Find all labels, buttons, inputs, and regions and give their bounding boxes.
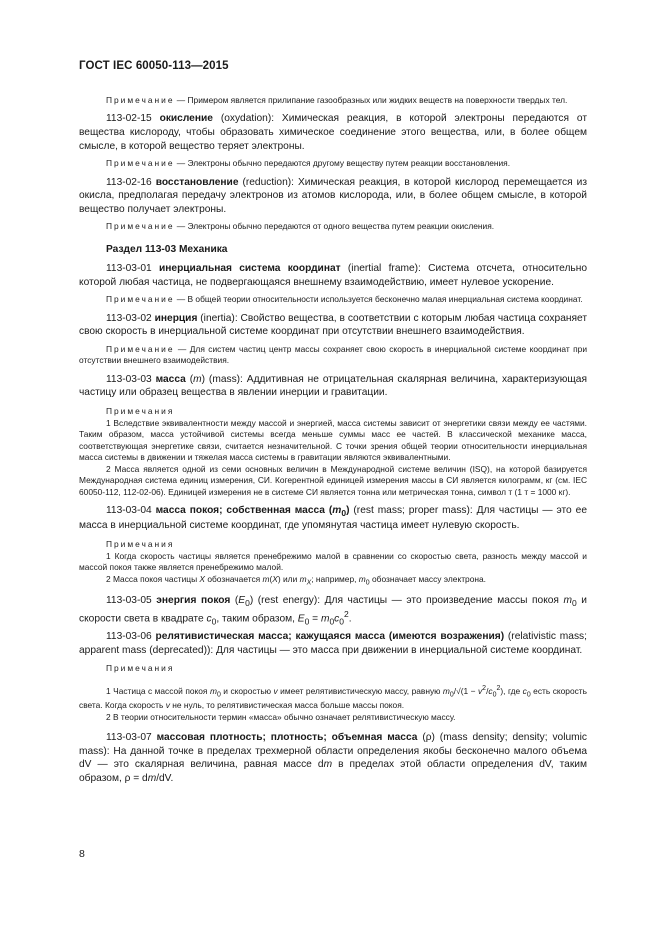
term-number: 113-03-03: [106, 373, 152, 385]
note-label: Примечание: [106, 343, 175, 354]
note-text: — Для систем частиц центр массы сохраняет свою скорость в инерциальной системе координат при отсутствии внешнего взаимодействия.: [79, 343, 587, 366]
term-name: восстановление: [155, 176, 239, 188]
term-name: массовая плотность; плотность; объемная масса: [156, 732, 418, 744]
note-item: 1 Вследствие эквивалентности между массой и энергией, масса системы зависит от энергетики связи между ее частями. Таким образом, масса устойчивой системы всегда меньше суммы масс ее частей. В классической механике масса, соответствующая энергетике связи, считается незначительной. С точки зрения общей теории относительности инерциальная масса системы в движении и тяжелая масса системы в гравитации являются эквивалентными.: [79, 418, 587, 463]
term-number: 113-03-07: [106, 732, 152, 744]
note-label: Примечание: [106, 158, 175, 169]
note: [79, 294, 587, 305]
term-definition: (inertial frame): Система отсчета, относительно которой любая частица, не подвергающаяся внешнему взаимодействию, имеет нулевое ускорение.: [79, 263, 587, 288]
term-definition: (oxydation): Химическая реакция, в которой электроны передаются от вещества кислороду, чтобы образовать химическое соединение этого вещества, или, в более общем смысле, в которой вещество теряет электроны.: [79, 113, 587, 152]
term-name: окисление: [159, 113, 213, 125]
term-entry: 113-03-07 массовая плотность; плотность; объемная масса (ρ) (mass density; density; volumic mass): На данной точке в пределах трехмерной области определения якобы бесконечно малого объема dV — это скалярная величина, равная массе dm в пределах этой области определения dV, таким образом, ρ = dm/dV.: [79, 732, 587, 784]
term-name: масса покоя; собственная масса $(m_0)$: [155, 504, 350, 518]
term-number: 113-02-15: [106, 113, 152, 125]
note-text: — Примером является прилипание газообразных или жидких веществ на поверхности твердых тел.: [174, 95, 568, 105]
term-definition: (relativistic mass; apparent mass (deprecated)): Для частицы — это масса при движении в инерциальной системе координат.: [79, 631, 587, 656]
term-entry: [79, 630, 587, 657]
section-title: Раздел 113-03 Механика: [106, 243, 228, 255]
note-text: — В общей теории относительности используется бесконечно малая инерциальная система координат.: [174, 294, 583, 305]
note-label: Примечание: [106, 95, 175, 105]
term-number: 113-03-06: [106, 631, 152, 643]
note-text: — Электроны обычно передаются от одного вещества путем реакции окисления.: [174, 221, 495, 232]
note-text: — Электроны обычно передаются другому веществу путем реакции восстановления.: [174, 158, 511, 169]
note: [79, 95, 587, 106]
notes-heading: Примечания: [106, 538, 175, 549]
term-definition: (rest mass; proper mass): Для частицы — это ее масса в инерциальной системе координат, где упомянутая частица имеет нулевую скорость.: [79, 504, 587, 532]
note-item: 1 Когда скорость частицы является пренебрежимо малой в сравнении со скоростью света, разность между массой и массой покоя также является пренебрежимо малой.: [79, 551, 587, 573]
term-name: масса: [155, 373, 186, 385]
notes-heading: Примечания: [106, 405, 175, 416]
note-item: 2 Масса покоя частицы X обозначается m(X) или $m_X$; например, $m_0$ обозначает массу электрона.: [106, 573, 486, 587]
term-entry: 113-03-03 масса (m) (mass): Аддитивная не отрицательная скалярная величина, характеризующая частицу или образец вещества в явлении инерции и гравитации.: [79, 373, 587, 399]
term-entry: [79, 312, 587, 339]
notes-heading: Примечания: [106, 663, 175, 674]
term-number: 113-03-05: [106, 595, 152, 607]
page-content: [79, 90, 587, 785]
note-item: 2 В теории относительности термин «масса» обычно означает релятивистическую массу.: [106, 711, 456, 722]
note-item: 2 Масса является одной из семи основных величин в Международной системе величин (ISQ), на которой базируется Международная система единиц измерения, СИ. Когерентной единицей измерения массы в СИ является килограмм, кг (см. IEC 60050-112, 112-02-06). Единицей измерения не в системе СИ является тонна или метрическая тонна, символ т (1 т = 1000 кг).: [79, 463, 587, 497]
term-number: 113-03-01: [106, 263, 152, 275]
term-number: 113-03-02: [106, 312, 152, 324]
term-name: релятивистическая масса; кажущаяся масса (имеются возражения): [155, 631, 505, 643]
term-name: энергия покоя: [156, 595, 231, 607]
term-definition: (reduction): Химическая реакция, в которой кислород перемещается из окисла, предполагая передачу электронов из атомов кислорода, или, в более общем смысле, в которой вещество получает электроны.: [79, 176, 587, 215]
term-definition: (inertia): Свойство вещества, в соответствии с которым любая частица сохраняет свою скорость в инерциальной системе координат при отсутствии внешнего взаимодействия.: [79, 312, 587, 338]
page-number: 8: [79, 848, 85, 860]
term-entry: 113-03-05 энергия покоя $(E_0)$ (rest energy): Для частицы — это произведение массы покоя $m_0$ и скорости света в квадрате $c_0$, таким образом, $E_0 = m_0c_0^2$.: [79, 595, 587, 627]
term-entry: [79, 112, 587, 153]
term-entry: [79, 176, 587, 217]
term-symbol: m: [193, 373, 202, 385]
term-name: инерция: [154, 312, 198, 324]
term-entry: [79, 504, 587, 533]
note-label: Примечание: [106, 294, 175, 305]
term-number: 113-02-16: [106, 176, 152, 188]
term-entry: [79, 262, 587, 289]
term-name: инерциальная система координат: [158, 263, 341, 275]
note: [79, 221, 587, 232]
note-item: 1 Частица с массой покоя $m_0$ и скоростью v имеет релятивистическую массу, равную $m_0/√(1 - v^2/c_0^2)$, где $c_0$ есть скорость света. Когда скорость v не нуль, то релятивистическая масса больше массы покоя.: [79, 685, 588, 711]
note: [79, 158, 587, 169]
term-definition: (mass): Аддитивная не отрицательная скалярная величина, характеризующая частицу или образец вещества в явлении инерции и гравитации.: [79, 373, 587, 399]
page-header: ГОСТ IEC 60050-113—2015: [79, 60, 229, 72]
note-label: Примечание: [106, 221, 175, 232]
note: [79, 344, 587, 367]
term-number: 113-03-04: [106, 504, 152, 516]
